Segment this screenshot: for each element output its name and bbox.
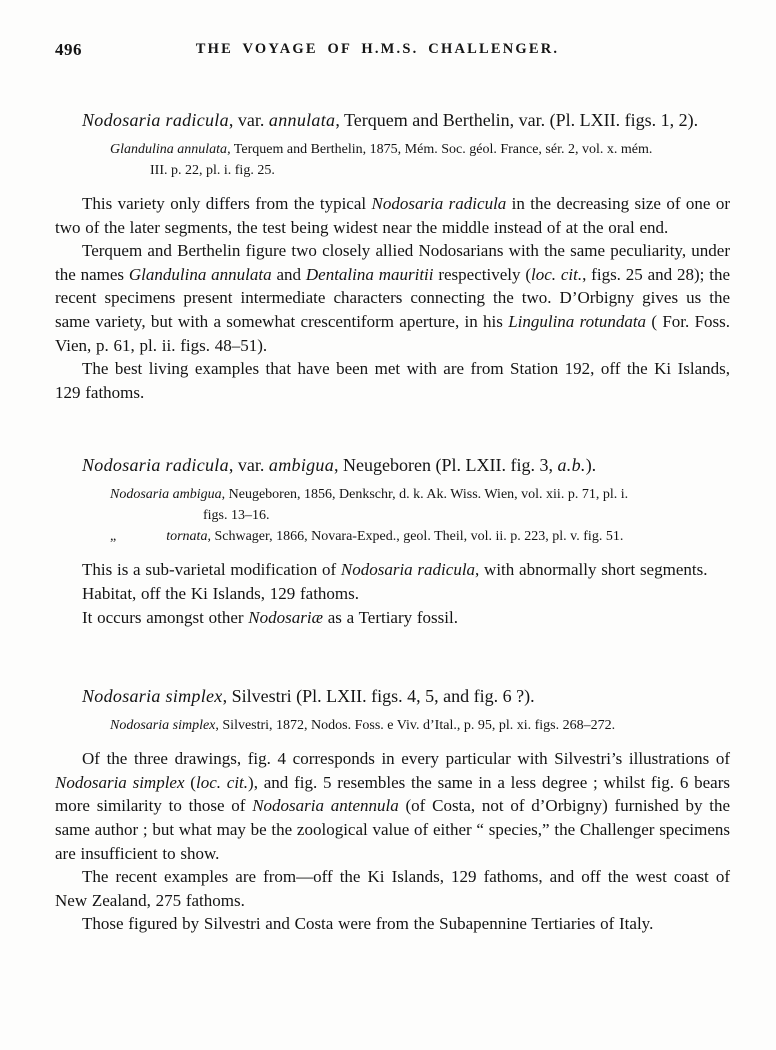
species-heading: Nodosaria radicula, var. annulata, Terquem and Berthelin, var. (Pl. LXII. figs. 1, 2).: [82, 110, 699, 130]
paragraph: Those figured by Silvestri and Costa were from the Subapennine Tertiaries of Italy.: [82, 914, 654, 934]
synonymy-citation: [110, 484, 730, 547]
paragraph: The recent examples are from—off the Ki Islands, 129 fathoms, and off the west coast of New Zealand, 275 fathoms.: [55, 867, 730, 910]
citation-line: figs. 13–16.: [203, 508, 270, 524]
citation-line: III. p. 22, pl. i. fig. 25.: [150, 163, 275, 178]
paragraph: The best living examples that have been met with are from Station 192, off the Ki Islands, 129 fathoms.: [55, 359, 730, 402]
paragraph: Of the three drawings, fig. 4 corresponds in every particular with Silvestri’s illustrations of Nodosaria simplex (loc. cit.), and fig. 5 resembles the same in a less degree ; whilst fig. 6 bears more similarity to those of Nodosaria antennula (of Costa, not of d’Orbigny) furnished by the same author ; but what may be the zoological value of either “ species,” the Challenger specimens are insufficient to show.: [55, 749, 731, 863]
species-heading: Nodosaria radicula, var. ambigua, Neugeboren (Pl. LXII. fig. 3, a.b.).: [82, 455, 597, 476]
paragraph: Habitat, off the Ki Islands, 129 fathoms.: [82, 583, 360, 603]
section-nodosaria-simplex: [55, 684, 730, 936]
paragraph: This is a sub-varietal modification of Nodosaria radicula, with abnormally short segments.: [82, 560, 708, 580]
citation-line: Glandulina annulata, Terquem and Berthelin, 1875, Mém. Soc. géol. France, sér. 2, vol. x. mém.: [110, 142, 653, 157]
paragraph: Terquem and Berthelin figure two closely allied Nodosarians with the same peculiarity, under the names Glandulina annulata and Dentalina mauritii respectively (loc. cit., figs. 25 and 28); the recent specimens present intermediate characters connecting the two. D’Orbigny gives us the same variety, but with a somewhat crescentiform aperture, in his Lingulina rotundata ( For. Foss. Vien, p. 61, pl. ii. figs. 48–51).: [55, 241, 731, 355]
synonymy-citation: [110, 139, 730, 181]
page-number: 496: [55, 40, 82, 59]
species-heading: Nodosaria simplex, Silvestri (Pl. LXII. figs. 4, 5, and fig. 6 ?).: [82, 686, 535, 707]
page-header: [55, 40, 730, 62]
section-nodosaria-radicula-annulata: [55, 108, 730, 404]
citation-line: Nodosaria simplex, Silvestri, 1872, Nodos. Foss. e Viv. d’Ital., p. 95, pl. xi. figs. 268–272.: [110, 718, 616, 734]
synonymy-citation: [110, 715, 730, 736]
paragraph: This variety only differs from the typical Nodosaria radicula in the decreasing size of one or two of the later segments, the test being widest near the middle instead of at the oral end.: [55, 194, 730, 237]
citation-line: Nodosaria ambigua, Neugeboren, 1856, Denkschr, d. k. Ak. Wiss. Wien, vol. xii. p. 71, pl. i.: [110, 487, 629, 503]
section-nodosaria-radicula-ambigua: [55, 453, 730, 629]
running-title: THE VOYAGE OF H.M.S. CHALLENGER.: [195, 41, 560, 57]
citation-line-ditto: „ tornata, Schwager, 1866, Novara-Exped., geol. Theil, vol. ii. p. 223, pl. v. fig. 51.: [110, 529, 624, 545]
paragraph: It occurs amongst other Nodosariæ as a Tertiary fossil.: [82, 607, 458, 627]
